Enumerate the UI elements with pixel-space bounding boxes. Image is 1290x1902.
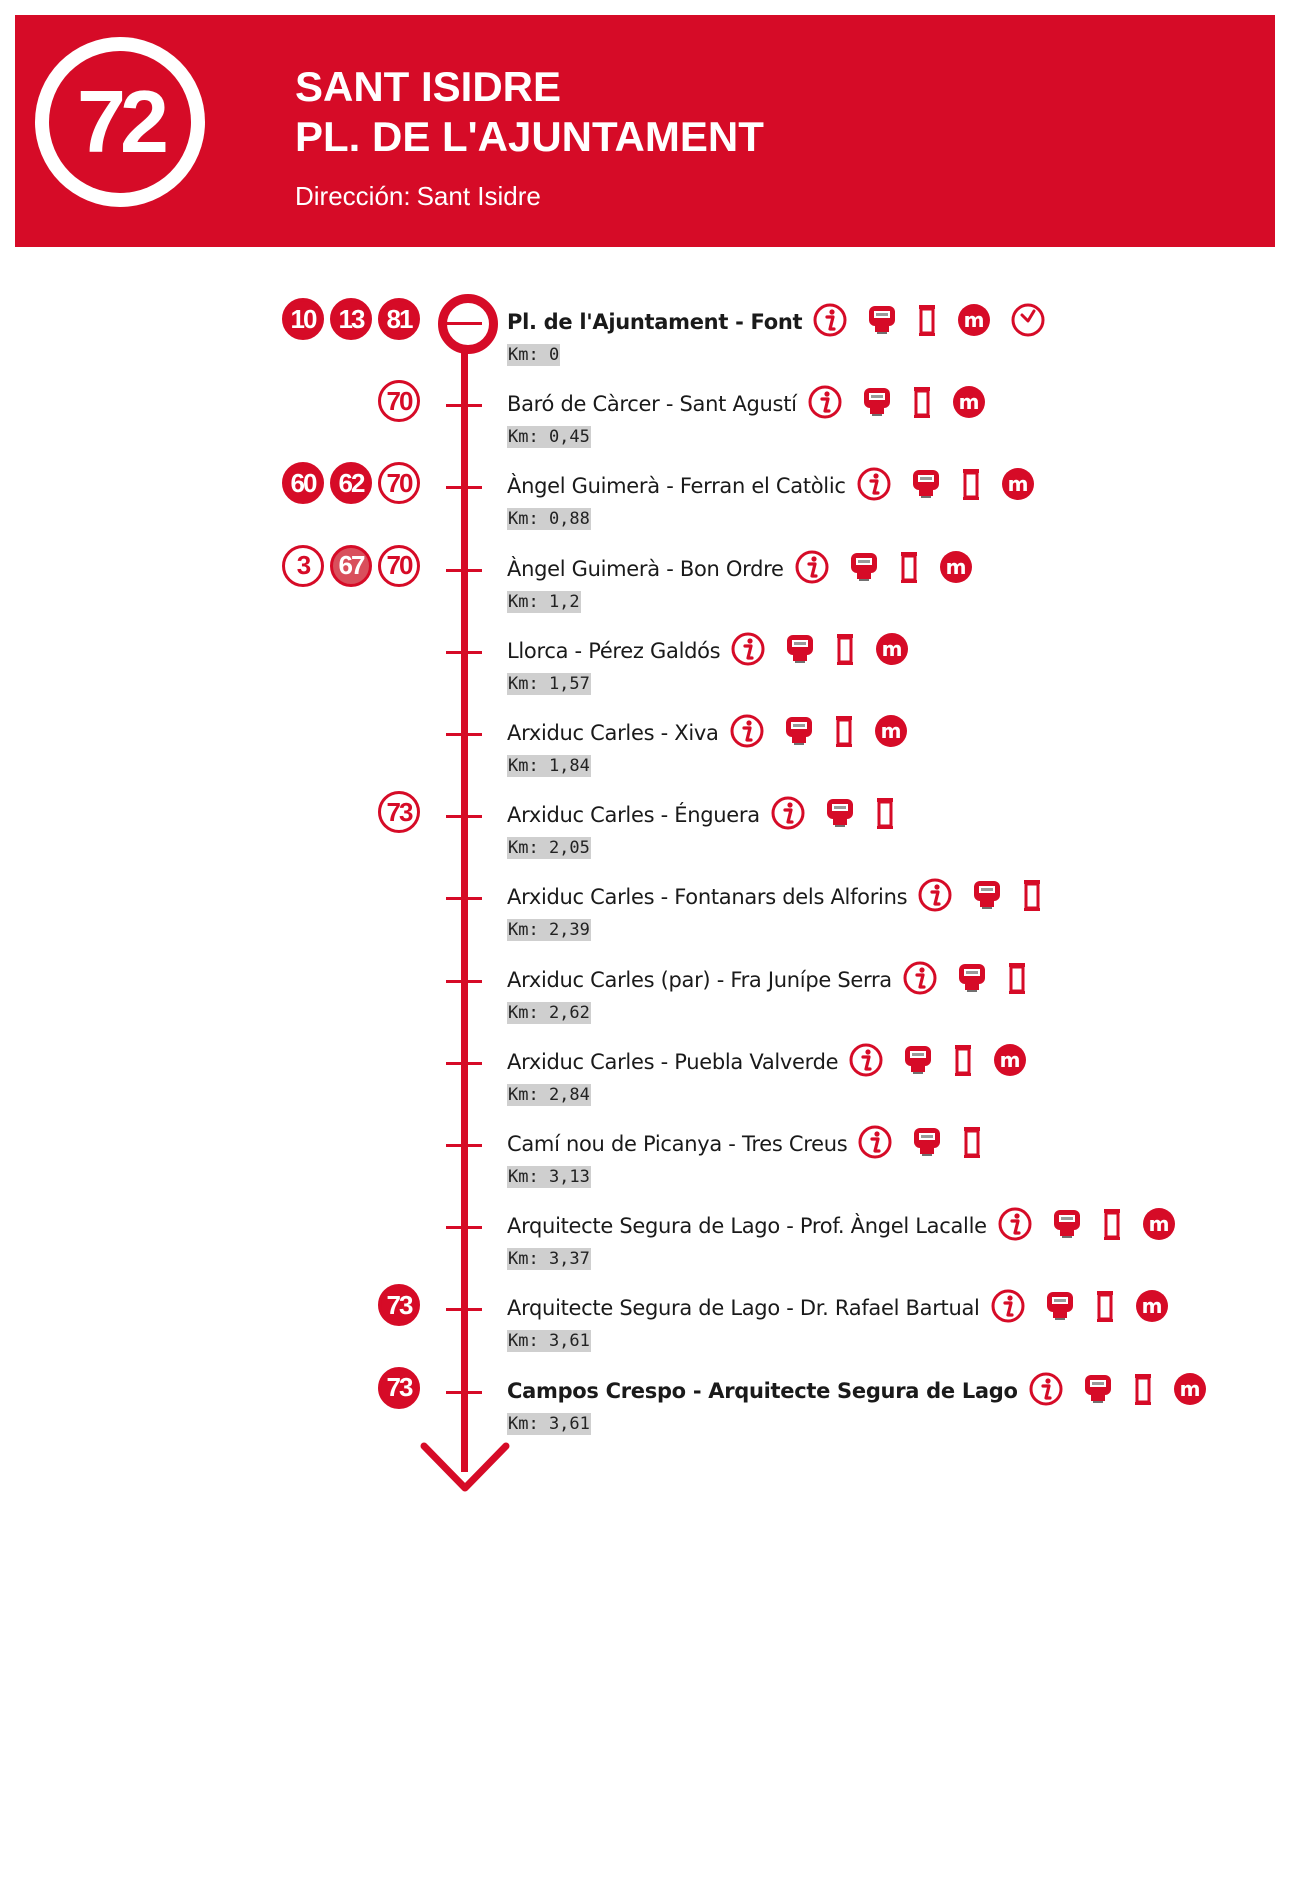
metro-icon — [1000, 466, 1036, 506]
stop-km: Km: 2,84 — [508, 1084, 590, 1105]
bus-stop-pole-icon — [1006, 961, 1028, 999]
stop-name-row — [507, 633, 910, 669]
stop-services — [729, 713, 909, 753]
ticket-machine-icon — [783, 715, 815, 751]
route-title-line1: SANT ISIDRE — [295, 63, 562, 110]
stop-name[interactable]: Àngel Guimerà - Bon Ordre — [507, 556, 784, 581]
metro-icon — [1172, 1371, 1208, 1411]
connection-lines — [378, 791, 420, 839]
connection-badge[interactable]: 70 — [378, 462, 420, 504]
metro-icon — [992, 1042, 1028, 1082]
stop-name[interactable]: Baró de Càrcer - Sant Agustí — [507, 392, 797, 417]
bus-stop-pole-icon — [1094, 1289, 1116, 1327]
svg-text:m: m — [1148, 1212, 1170, 1237]
stop-name[interactable]: Arxiduc Carles - Fontanars dels Alforins — [507, 885, 908, 910]
metro-icon — [1141, 1206, 1177, 1246]
stop-name-row — [507, 551, 974, 587]
stop-name-row — [507, 1126, 983, 1162]
stop-services — [848, 1042, 1028, 1082]
connection-badge[interactable]: 10 — [282, 298, 324, 340]
stop-km: Km: 0,45 — [508, 427, 590, 448]
stop-name[interactable]: Arxiduc Carles - Xiva — [507, 721, 719, 745]
connection-badge[interactable]: 60 — [282, 462, 324, 504]
connection-lines — [282, 545, 420, 593]
stop-name-row — [507, 304, 1046, 340]
svg-text:m: m — [958, 390, 980, 415]
metro-icon — [874, 631, 910, 671]
stop-tick — [446, 1391, 482, 1394]
ticket-machine-icon — [1082, 1373, 1114, 1409]
stop-info — [507, 1126, 983, 1188]
stop-tick — [446, 733, 482, 736]
stop-name-row — [507, 386, 987, 422]
metro-icon — [951, 384, 987, 424]
bus-stop-pole-icon — [916, 303, 938, 341]
info-icon[interactable] — [807, 384, 843, 424]
stop-name[interactable]: Arxiduc Carles (par) - Fra Junípe Serra — [507, 967, 892, 992]
stop-km: Km: 2,05 — [508, 838, 590, 859]
stop-name[interactable]: Arxiduc Carles - Puebla Valverde — [507, 1049, 839, 1074]
stop-name-row — [507, 715, 909, 751]
stop-info — [507, 879, 1043, 941]
connection-badge[interactable]: 81 — [378, 298, 420, 340]
bus-stop-pole-icon — [874, 796, 896, 834]
stop-km: Km: 3,61 — [508, 1331, 590, 1352]
connection-badge[interactable]: 67 — [330, 545, 372, 587]
route-badge — [35, 37, 205, 207]
info-icon[interactable] — [812, 302, 848, 342]
connection-lines — [282, 462, 420, 510]
stop-tick — [446, 1144, 482, 1147]
stop-info — [507, 1290, 1170, 1352]
route-title-line2: PL. DE L'AJUNTAMENT — [295, 113, 764, 160]
direction — [295, 181, 547, 212]
stop-name[interactable]: Arquitecte Segura de Lago - Dr. Rafael Bartual — [507, 1296, 980, 1321]
stop-services — [990, 1288, 1170, 1328]
info-icon[interactable] — [730, 631, 766, 671]
connection-badge[interactable]: 70 — [378, 545, 420, 587]
stop-name-row — [507, 879, 1043, 915]
bus-stop-pole-icon — [961, 1125, 983, 1163]
connection-badge[interactable]: 3 — [282, 545, 324, 587]
stop-tick — [446, 815, 482, 818]
stop-km: Km: 2,39 — [508, 920, 590, 941]
stop-km: Km: 0 — [508, 345, 560, 365]
stop-name[interactable]: Camí nou de Picanya - Tres Creus — [507, 1132, 848, 1156]
bus-stop-pole-icon — [1101, 1207, 1123, 1245]
stop-km: Km: 1,57 — [508, 673, 590, 694]
stop-info — [507, 1373, 1208, 1435]
connection-badge[interactable]: 70 — [378, 380, 420, 422]
ticket-machine-icon — [1044, 1290, 1076, 1326]
stop-info — [507, 962, 1028, 1024]
svg-text:m: m — [1007, 472, 1029, 497]
stop-name-row — [507, 1208, 1177, 1244]
stop-services — [917, 877, 1043, 917]
stop-info — [507, 386, 987, 448]
ticket-machine-icon — [824, 797, 856, 833]
stop-services — [857, 1124, 983, 1164]
svg-text:m: m — [881, 636, 903, 661]
direction-value: Sant Isidre — [416, 181, 541, 211]
ticket-machine-icon — [784, 633, 816, 669]
svg-text:m: m — [1141, 1294, 1162, 1319]
connection-badge[interactable]: 62 — [330, 462, 372, 504]
stop-info — [507, 468, 1036, 530]
svg-text:m: m — [999, 1047, 1021, 1072]
stop-km: Km: 1,2 — [508, 591, 580, 612]
stop-name[interactable]: Arquitecte Segura de Lago - Prof. Àngel Lacalle — [507, 1214, 987, 1239]
stop-name[interactable]: Àngel Guimerà - Ferran el Catòlic — [507, 474, 846, 499]
svg-text:m: m — [1179, 1376, 1201, 1401]
bus-stop-pole-icon — [834, 632, 856, 670]
stop-km: Km: 3,61 — [508, 1413, 590, 1434]
stop-name[interactable]: Pl. de l'Ajuntament - Font — [507, 310, 803, 334]
stop-tick — [446, 897, 482, 900]
stop-tick — [446, 1226, 482, 1229]
stop-services — [812, 302, 1046, 342]
stop-tick — [446, 569, 482, 572]
stop-services — [794, 549, 974, 589]
stop-info — [507, 715, 909, 777]
ticket-machine-icon — [848, 551, 880, 587]
connection-badge[interactable]: 73 — [378, 1367, 420, 1409]
connection-badge[interactable]: 13 — [330, 298, 372, 340]
metro-icon — [956, 302, 992, 342]
stop-tick — [446, 322, 482, 325]
connection-lines — [378, 380, 420, 428]
info-icon[interactable] — [794, 549, 830, 589]
metro-icon — [1134, 1288, 1170, 1328]
stop-name[interactable]: Campos Crespo - Arquitecte Segura de Lago — [507, 1378, 1018, 1403]
stop-tick — [446, 980, 482, 983]
connection-lines — [282, 298, 420, 346]
stop-info — [507, 1208, 1177, 1270]
connection-badge[interactable]: 73 — [378, 1284, 420, 1326]
stop-name-row — [507, 1290, 1170, 1326]
stop-info — [507, 551, 974, 613]
stop-tick — [446, 651, 482, 654]
stop-km: Km: 3,13 — [508, 1167, 590, 1187]
ticket-machine-icon — [911, 1126, 943, 1162]
stop-km: Km: 3,37 — [508, 1249, 590, 1270]
bus-stop-pole-icon — [1132, 1372, 1154, 1410]
ticket-machine-icon — [956, 962, 988, 998]
stop-services — [807, 384, 987, 424]
stop-tick — [446, 404, 482, 407]
route-header — [15, 15, 1275, 247]
stop-info — [507, 304, 1046, 366]
ticket-machine-icon — [1051, 1208, 1083, 1244]
stop-name-row — [507, 962, 1028, 998]
stop-services — [856, 466, 1036, 506]
connection-lines — [378, 1284, 420, 1332]
stop-name-row — [507, 1044, 1028, 1080]
stop-services — [730, 631, 910, 671]
info-icon[interactable] — [1028, 1371, 1064, 1411]
info-icon[interactable] — [857, 1124, 893, 1164]
ticket-machine-icon — [861, 386, 893, 422]
svg-text:m: m — [945, 554, 967, 579]
info-icon[interactable] — [990, 1288, 1026, 1328]
stop-tick — [446, 1062, 482, 1065]
ticket-machine-icon — [971, 879, 1003, 915]
stop-tick — [446, 486, 482, 489]
ticket-machine-icon — [910, 468, 942, 504]
connection-badge[interactable]: 73 — [378, 791, 420, 833]
info-icon[interactable] — [902, 960, 938, 1000]
stop-info — [507, 1044, 1028, 1106]
bus-stop-pole-icon — [911, 385, 933, 423]
bus-stop-pole-icon — [833, 714, 855, 752]
stop-services — [902, 960, 1028, 1000]
info-icon[interactable] — [770, 795, 806, 835]
svg-text:m: m — [963, 308, 985, 332]
info-icon[interactable] — [856, 466, 892, 506]
metro-icon — [938, 549, 974, 589]
route-badge-inner — [49, 51, 191, 193]
stop-name-row — [507, 797, 896, 833]
svg-text:m: m — [880, 719, 901, 743]
route-number: 72 — [77, 72, 163, 171]
stop-name-row — [507, 468, 1036, 504]
stop-services — [770, 795, 896, 835]
stop-row — [0, 1372, 1290, 1473]
info-icon[interactable] — [997, 1206, 1033, 1246]
connection-lines — [378, 1367, 420, 1415]
info-icon[interactable] — [848, 1042, 884, 1082]
stop-name[interactable]: Llorca - Pérez Galdós — [507, 638, 721, 663]
stop-info — [507, 797, 896, 859]
info-icon[interactable] — [917, 877, 953, 917]
ticket-machine-icon — [866, 304, 898, 340]
info-icon[interactable] — [729, 713, 765, 753]
stop-km: Km: 1,84 — [508, 756, 590, 776]
direction-label: Dirección: — [295, 181, 411, 211]
stop-info — [507, 633, 910, 695]
stop-km: Km: 2,62 — [508, 1002, 590, 1023]
stop-tick — [446, 1308, 482, 1311]
stop-services — [1028, 1371, 1208, 1411]
bus-stop-pole-icon — [952, 1043, 974, 1081]
bus-stop-pole-icon — [960, 467, 982, 505]
stop-name-row — [507, 1373, 1208, 1409]
metro-icon — [873, 713, 909, 753]
bus-stop-pole-icon — [1021, 878, 1043, 916]
stop-name[interactable]: Arxiduc Carles - Énguera — [507, 803, 760, 828]
ticket-machine-icon — [902, 1044, 934, 1080]
bus-stop-pole-icon — [898, 550, 920, 588]
stop-services — [997, 1206, 1177, 1246]
stop-km: Km: 0,88 — [508, 509, 590, 530]
clock-icon — [1010, 302, 1046, 342]
